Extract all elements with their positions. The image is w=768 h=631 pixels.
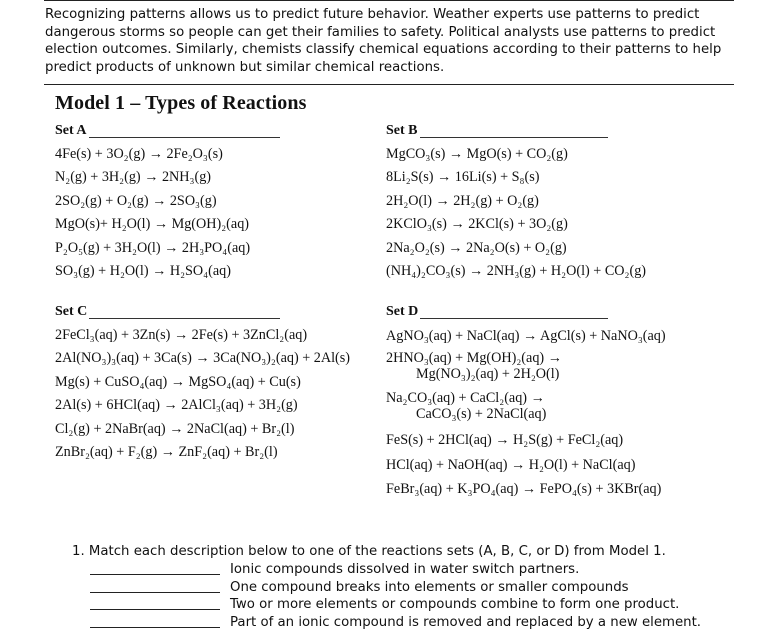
set-d-equations [386,324,608,502]
answer-blank[interactable] [90,609,220,610]
matching-item [90,596,701,614]
set-d-heading [386,304,608,324]
description-text: Ionic compounds dissolved in water switch partners. [230,562,579,577]
equation: 2FeCl₃(aq) + 3Zn(s) → 2Fe(s) + 3ZnCl₂(aq) [55,324,280,347]
description-text: Part of an ionic compound is removed and replaced by a new element. [230,615,701,630]
section-divider [44,84,734,85]
description-text: One compound breaks into elements or smaller compounds [230,580,629,595]
equation: 2Al(s) + 6HCl(aq) → 2AlCl₃(aq) + 3H₂(g) [55,394,280,417]
equation-line: FeBr₃(aq) + K₃PO₄(aq) → FePO₄(s) + 3KBr(aq) [386,481,661,497]
set-a-equations [55,143,280,283]
equation [386,477,608,501]
set-c-label: Set C [55,304,87,320]
set-b-label: Set B [386,123,418,139]
set-c-equations [55,324,280,464]
matching-list [90,561,701,631]
equation: (NH₄)₂CO₃(s) → 2NH₃(g) + H₂O(l) + CO₂(g) [386,260,608,283]
equation [386,348,608,388]
equation: ZnBr₂(aq) + F₂(g) → ZnF₂(aq) + Br₂(l) [55,441,280,464]
equation: MgO(s)+ H₂O(l) → Mg(OH)₂(aq) [55,213,280,236]
equation: 4Fe(s) + 3O₂(g) → 2Fe₂O₃(s) [55,143,280,166]
equation-continuation: Mg(NO₃)₂(aq) + 2H₂O(l) [386,367,608,382]
equation-continuation: CaCO₃(s) + 2NaCl(aq) [386,407,608,422]
set-b [386,123,608,283]
equation: N₂(g) + 3H₂(g) → 2NH₃(g) [55,166,280,189]
equation-line: FeS(s) + 2HCl(aq) → H₂S(g) + FeCl₂(aq) [386,432,623,448]
equation-line: AgNO₃(aq) + NaCl(aq) → AgCl(s) + NaNO₃(aq) [386,328,666,344]
equation-line: 2HNO₃(aq) + Mg(OH)₂(aq) → [386,350,562,366]
equation: 2H₂O(l) → 2H₂(g) + O₂(g) [386,190,608,213]
set-a [55,123,280,283]
equation: 2SO₂(g) + O₂(g) → 2SO₃(g) [55,190,280,213]
set-a-label: Set A [55,123,87,139]
answer-blank[interactable] [90,627,220,628]
top-divider [44,0,734,1]
equation: Mg(s) + CuSO₄(aq) → MgSO₄(aq) + Cu(s) [55,371,280,394]
question-prompt: 1. Match each description below to one of the reactions sets (A, B, C, or D) from Model 1. [72,543,666,561]
set-a-heading [55,123,280,143]
equation [386,324,608,348]
equation: SO₃(g) + H₂O(l) → H₂SO₄(aq) [55,260,280,283]
matching-item [90,561,701,579]
description-text: Two or more elements or compounds combine to form one product. [230,597,679,612]
set-b-underline [420,137,608,138]
answer-blank[interactable] [90,592,220,593]
set-c [55,304,280,464]
equation-line: HCl(aq) + NaOH(aq) → H₂O(l) + NaCl(aq) [386,457,635,473]
equation [386,388,608,428]
model-title: Model 1 – Types of Reactions [55,92,307,115]
equation-line: Na₂CO₃(aq) + CaCl₂(aq) → [386,390,545,406]
equation [386,428,608,452]
equation: P₂O₅(g) + 3H₂O(l) → 2H₃PO₄(aq) [55,237,280,260]
set-a-underline [89,137,280,138]
intro-paragraph: Recognizing patterns allows us to predict future behavior. Weather experts use patterns to predict dangerous storms so people can get their families to safety. Political analysts use patterns to predict election outcomes. Similarly, chemists classify chemical equations according to their patterns to help predict products of unknown but similar chemical reactions. [45,6,725,76]
set-c-heading [55,304,280,324]
equation [386,453,608,477]
equation: MgCO₃(s) → MgO(s) + CO₂(g) [386,143,608,166]
equation: Cl₂(g) + 2NaBr(aq) → 2NaCl(aq) + Br₂(l) [55,418,280,441]
set-b-heading [386,123,608,143]
equation: 2Na₂O₂(s) → 2Na₂O(s) + O₂(g) [386,237,608,260]
set-d-underline [420,318,608,319]
equation: 2Al(NO₃)₃(aq) + 3Ca(s) → 3Ca(NO₃)₂(aq) + 2Al(s) [55,347,280,370]
matching-item [90,579,701,597]
equation: 8Li₂S(s) → 16Li(s) + S₈(s) [386,166,608,189]
set-d [386,304,608,502]
equation: 2KClO₃(s) → 2KCl(s) + 3O₂(g) [386,213,608,236]
answer-blank[interactable] [90,574,220,575]
set-c-underline [89,318,280,319]
matching-item [90,614,701,631]
set-d-label: Set D [386,304,418,320]
set-b-equations [386,143,608,283]
